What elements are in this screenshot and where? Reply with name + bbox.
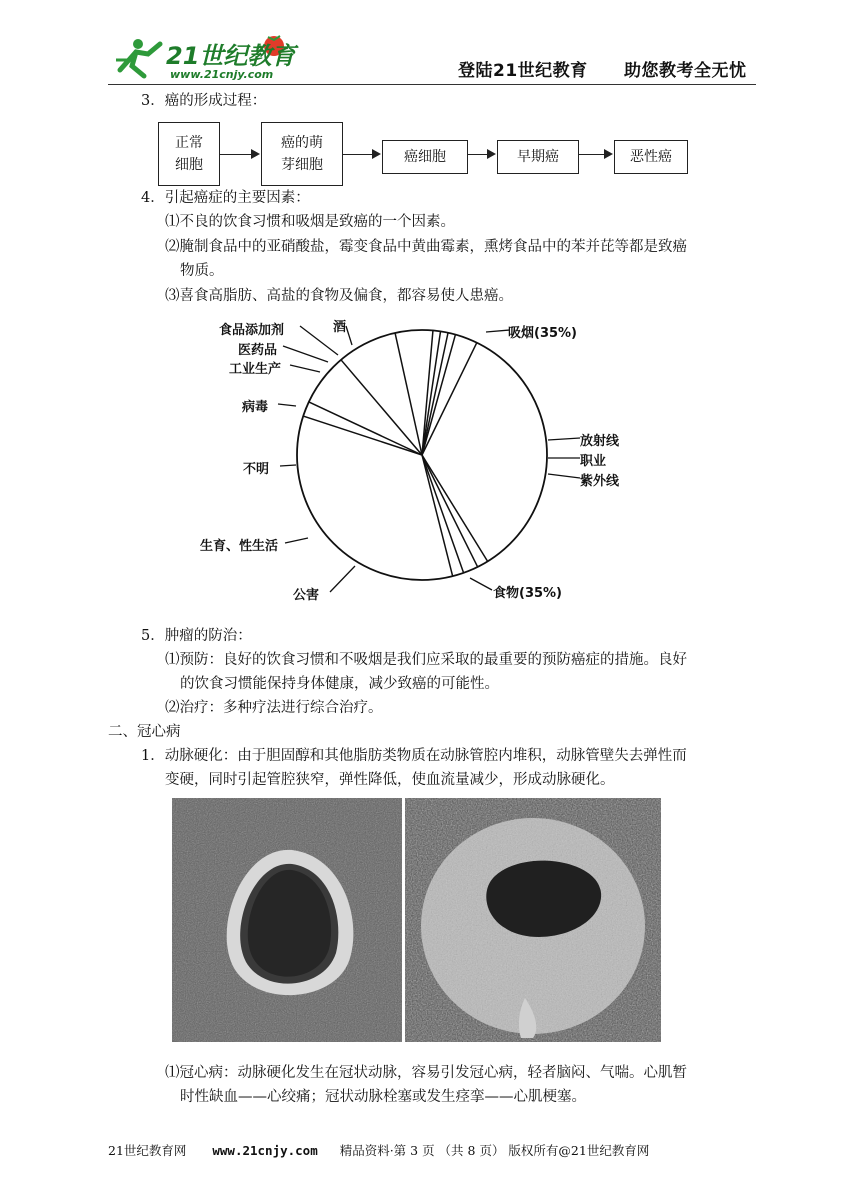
pie-label-occupation: 职业 bbox=[580, 454, 607, 469]
section5-item-2: ⑵治疗：多种疗法进行综合治疗。 bbox=[165, 700, 383, 716]
flow-box-sprout-cell: 癌的萌 芽细胞 bbox=[261, 122, 343, 186]
part2-heading: 二、冠心病 bbox=[108, 724, 181, 740]
hardened-artery-micrograph bbox=[405, 798, 661, 1042]
footer-url[interactable]: www.21cnjy.com bbox=[212, 1143, 318, 1158]
flow-box-malignant: 恶性癌 bbox=[614, 140, 688, 174]
page-footer bbox=[108, 1141, 649, 1159]
flow-box-normal-cell: 正常 细胞 bbox=[158, 122, 220, 186]
pie-label-unknown: 不明 bbox=[243, 462, 270, 477]
pie-leader-smoking bbox=[486, 330, 510, 332]
pie-leader-pollution bbox=[330, 566, 355, 592]
section5-item-1-cont: 的饮食习惯能保持身体健康，减少致癌的可能性。 bbox=[180, 676, 499, 692]
pie-leader-radiation bbox=[548, 438, 580, 440]
pie-label-food: 食物(35%) bbox=[493, 586, 562, 601]
pie-label-industry: 工业生产 bbox=[229, 362, 282, 377]
pie-label-smoking: 吸烟(35%) bbox=[508, 326, 577, 341]
pie-label-food-additives: 食品添加剂 bbox=[219, 323, 285, 338]
pie-label-medicine: 医药品 bbox=[238, 343, 278, 358]
pie-leader-industry bbox=[290, 365, 320, 372]
section4-item-2: ⑵腌制食品中的亚硝酸盐，霉变食品中黄曲霉素，熏烤食品中的苯并芘等都是致癌 bbox=[165, 239, 687, 255]
normal-artery-micrograph bbox=[172, 798, 402, 1042]
section4-heading: 4．引起癌症的主要因素： bbox=[141, 190, 310, 206]
pie-leader-uv bbox=[548, 474, 580, 478]
pie-leader-unknown bbox=[280, 465, 296, 466]
flow-box-cancer-cell: 癌细胞 bbox=[382, 140, 468, 174]
section5-item-1: ⑴预防：良好的饮食习惯和不吸烟是我们应采取的最重要的预防癌症的措施。良好 bbox=[165, 652, 687, 668]
pie-leader-reproduction bbox=[285, 538, 308, 543]
arteriosclerosis-line-2: 变硬，同时引起管腔狭窄，弹性降低，使血流量减少，形成动脉硬化。 bbox=[165, 772, 615, 788]
section3-heading: 3．癌的形成过程： bbox=[141, 93, 267, 109]
pie-label-radiation: 放射线 bbox=[580, 434, 620, 449]
section4-item-3: ⑶喜食高脂肪、高盐的食物及偏食，都容易使人患癌。 bbox=[165, 288, 513, 304]
section4-item-1: ⑴不良的饮食习惯和吸烟是致癌的一个因素。 bbox=[165, 214, 455, 230]
pie-leader-food bbox=[470, 578, 492, 590]
chd-line-2: 时性缺血——心绞痛；冠状动脉栓塞或发生痉挛——心肌梗塞。 bbox=[180, 1089, 586, 1105]
slogan-right: 助您教考全无忧 bbox=[624, 61, 747, 81]
pie-leader-virus bbox=[278, 404, 296, 406]
footer-site: 21世纪教育网 bbox=[108, 1143, 187, 1158]
section4-item-2-cont: 物质。 bbox=[180, 263, 224, 279]
pie-label-virus: 病毒 bbox=[242, 400, 269, 415]
chd-line-1: ⑴冠心病：动脉硬化发生在冠状动脉，容易引发冠心病，轻者脑闷、气喘。心肌暂 bbox=[165, 1065, 687, 1081]
logo-text: 21世纪教育 bbox=[166, 42, 296, 70]
arteriosclerosis-line-1: 1．动脉硬化：由于胆固醇和其他脂肪类物质在动脉管腔内堆积，动脉管壁失去弹性而 bbox=[141, 748, 687, 764]
flow-box-early-cancer: 早期癌 bbox=[497, 140, 579, 174]
logo-url: www.21cnjy.com bbox=[170, 68, 274, 81]
pie-label-pollution: 公害 bbox=[293, 588, 320, 603]
pie-leader-alcohol bbox=[346, 326, 352, 345]
pie-label-uv: 紫外线 bbox=[580, 474, 620, 489]
slogan-left: 登陆21世纪教育 bbox=[458, 61, 588, 81]
footer-info: 精品资料·第 3 页 （共 8 页） 版权所有@21世纪教育网 bbox=[339, 1143, 650, 1158]
pie-label-alcohol: 酒 bbox=[333, 320, 347, 335]
section5-heading: 5．肿瘤的防治： bbox=[141, 628, 252, 644]
pie-label-reproduction: 生育、性生活 bbox=[200, 539, 279, 554]
pie-leader-medicine bbox=[283, 346, 328, 362]
